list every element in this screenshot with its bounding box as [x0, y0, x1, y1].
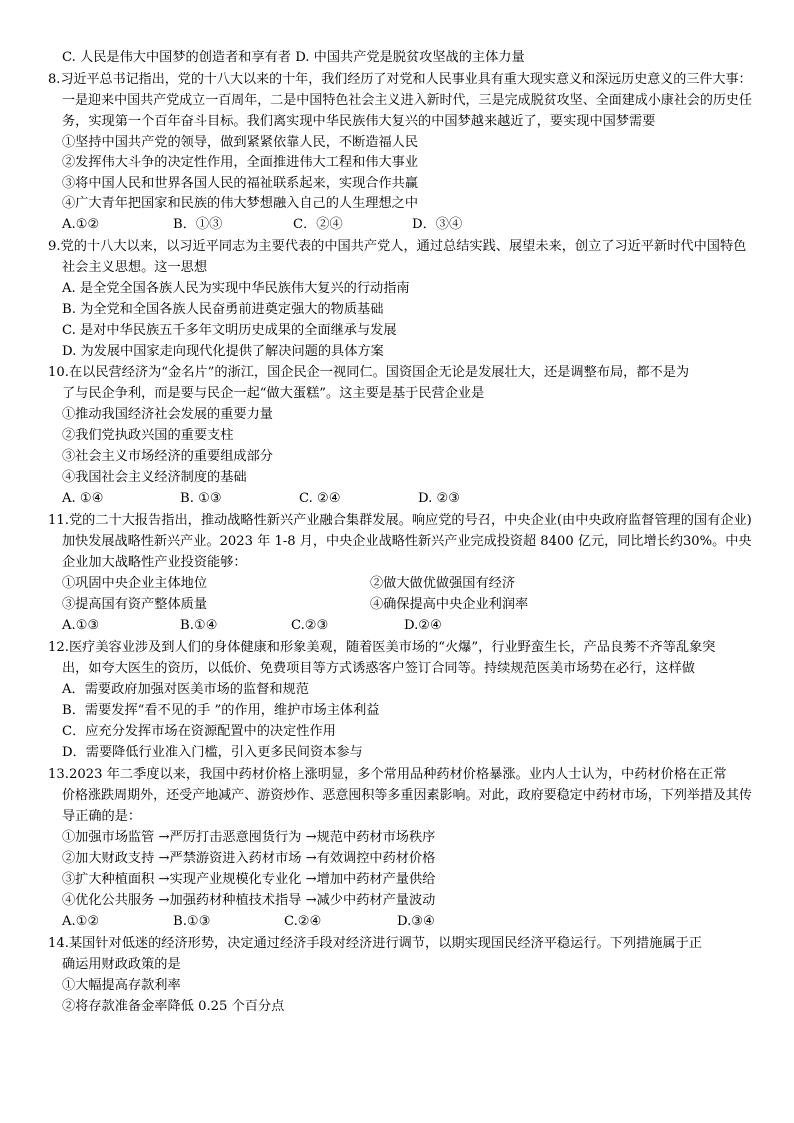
q13-item-3: ③扩大种植面积 →实现产业规模化专业化 →增加中药材产量供给 [62, 872, 436, 887]
q11-option-d: D.②④ [404, 618, 442, 633]
q13-stem-line-1: 13.2023 年二季度以来，我国中药材价格上涨明显，多个常用品种药材价格暴涨。业内人士认为，中药材价格在正常 [48, 767, 727, 782]
q11-stem-line-2: 加快发展战略性新兴产业。2023 年 1-8 月，中央企业战略性新兴产业完成投资超 8400 亿元，同比增长约30%。中央 [62, 534, 752, 549]
q8-option-d: D．③④ [412, 217, 463, 232]
q8-option-c: C．②④ [293, 217, 343, 232]
q12-option-a: A．需要政府加强对医美市场的监督和规范 [62, 682, 309, 697]
q13-option-a: A.①② [62, 914, 100, 929]
q10-item-3: ③社会主义市场经济的重要组成部分 [62, 449, 273, 464]
q10-item-4: ④我国社会主义经济制度的基础 [62, 470, 247, 485]
q10-stem-line-1: 10.在以民营经济为“金名片”的浙江，国企民企一视同仁。国资国企无论是发展壮大，还是调整布局，都不是为 [48, 365, 690, 380]
q11-item-3: ③提高国有资产整体质量 [62, 597, 208, 612]
q13-option-d: D.③④ [397, 914, 435, 929]
q10-option-b: B. ①③ [180, 491, 222, 506]
q8-item-2: ②发挥伟大斗争的决定性作用，全面推进伟大工程和伟大事业 [62, 155, 419, 170]
q12-option-b: B．需要发挥“看不见的手 ”的作用，维护市场主体利益 [62, 703, 380, 718]
q11-item-4: ④确保提高中央企业利润率 [370, 597, 529, 612]
q11-stem-line-1: 11.党的二十大报告指出，推动战略性新兴产业融合集群发展。响应党的号召，中央企业(由中央政府监督管理的国有企业) [48, 513, 752, 528]
q13-item-2: ②加大财政支持 →严禁游资进入药材市场 →有效调控中药材价格 [62, 851, 436, 866]
q13-stem-line-2: 价格涨跌周期外，还受产地减产、游资炒作、恶意囤积等多重因素影响。对此，政府要稳定中药材市场，下列举措及其传 [62, 788, 752, 803]
q9-option-b: B. 为全党和全国各族人民奋勇前进奠定强大的物质基础 [62, 302, 384, 317]
q12-stem-line-1: 12.医疗美容业涉及到人们的身体健康和形象美观，随着医美市场的“火爆”，行业野蛮生长，产品良莠不齐等乱象突 [48, 640, 716, 655]
q9-option-d: D. 为发展中国家走向现代化提供了解决问题的具体方案 [62, 344, 384, 359]
q10-option-d: D. ②③ [418, 491, 461, 506]
q14-item-2: ②将存款准备金率降低 0.25 个百分点 [62, 999, 285, 1014]
q11-item-2: ②做大做优做强国有经济 [370, 576, 516, 591]
q9-option-a: A. 是全党全国各族人民为实现中华民族伟大复兴的行动指南 [62, 281, 410, 296]
q13-option-c: C.②④ [284, 914, 322, 929]
q12-option-c: C．应充分发挥市场在资源配置中的决定性作用 [62, 724, 336, 739]
q10-option-a: A. ①④ [62, 491, 104, 506]
q8-item-4: ④广大青年把国家和民族的伟大梦想融入自己的人生理想之中 [62, 196, 419, 211]
q14-stem-line-1: 14.某国针对低迷的经济形势，决定通过经济手段对经济进行调节，以期实现国民经济平稳运行。下列措施属于正 [48, 936, 702, 951]
q9-stem-line-2: 社会主义思想。这一思想 [62, 260, 208, 275]
q11-option-b: B.①④ [180, 618, 218, 633]
q8-item-1: ①坚持中国共产党的领导，做到紧紧依靠人民，不断造福人民 [62, 135, 419, 150]
q12-stem-line-2: 出，如夸大医生的资历，以低价、免费项目等方式诱惑客户签订合同等。持续规范医美市场势在必行，这样做 [62, 661, 695, 676]
q8-stem-line-3: 务，实现第一个百年奋斗目标。我们离实现中华民族伟大复兴的中国梦越来越近了，要实现中国梦需要 [62, 114, 656, 129]
q10-item-2: ②我们党执政兴国的重要支柱 [62, 428, 234, 443]
q13-stem-line-3: 导正确的是： [62, 809, 142, 824]
q8-option-a: A.①② [62, 217, 100, 232]
q14-stem-line-2: 确运用财政政策的是 [62, 957, 181, 972]
q8-stem-line-1: 8.习近平总书记指出，党的十八大以来的十年，我们经历了对党和人民事业具有重大现实意义和深远历史意义的三件大事： [48, 72, 752, 87]
q11-stem-line-3: 企业加大战略性产业投资能够： [62, 555, 247, 570]
q8-item-3: ③将中国人民和世界各国人民的福祉联系起来，实现合作共赢 [62, 176, 419, 191]
q9-stem-line-1: 9.党的十八大以来，以习近平同志为主要代表的中国共产党人，通过总结实践、展望未来，创立了习近平新时代中国特色 [48, 239, 747, 254]
q9-option-c: C. 是对中华民族五千多年文明历史成果的全面继承与发展 [62, 323, 397, 338]
q11-option-c: C.②③ [291, 618, 329, 633]
q12-option-d: D．需要降低行业准入门槛，引入更多民间资本参与 [62, 745, 363, 760]
q8-option-b: B．①③ [173, 217, 223, 232]
q10-option-c: C. ②④ [299, 491, 341, 506]
q13-item-4: ④优化公共服务 →加强药材种植技术指导 →减少中药材产量波动 [62, 893, 436, 908]
q11-option-a: A.①③ [62, 618, 100, 633]
q7-options-line: C. 人民是伟大中国梦的创造者和享有者 D. 中国共产党是脱贫攻坚战的主体力量 [62, 50, 525, 65]
q14-item-1: ①大幅提高存款利率 [62, 978, 181, 993]
q13-option-b: B.①③ [173, 914, 211, 929]
q11-item-1: ①巩固中央企业主体地位 [62, 576, 208, 591]
q8-stem-line-2: 一是迎来中国共产党成立一百周年，二是中国特色社会主义进入新时代，三是完成脱贫攻坚、全面建成小康社会的历史任 [62, 93, 752, 108]
q10-item-1: ①推动我国经济社会发展的重要力量 [62, 407, 273, 422]
q13-item-1: ①加强市场监管 →严厉打击恶意囤货行为 →规范中药材市场秩序 [62, 830, 436, 845]
q10-stem-line-2: 了与民企争利，而是要与民企一起“做大蛋糕”。这主要是基于民营企业是 [62, 386, 485, 401]
